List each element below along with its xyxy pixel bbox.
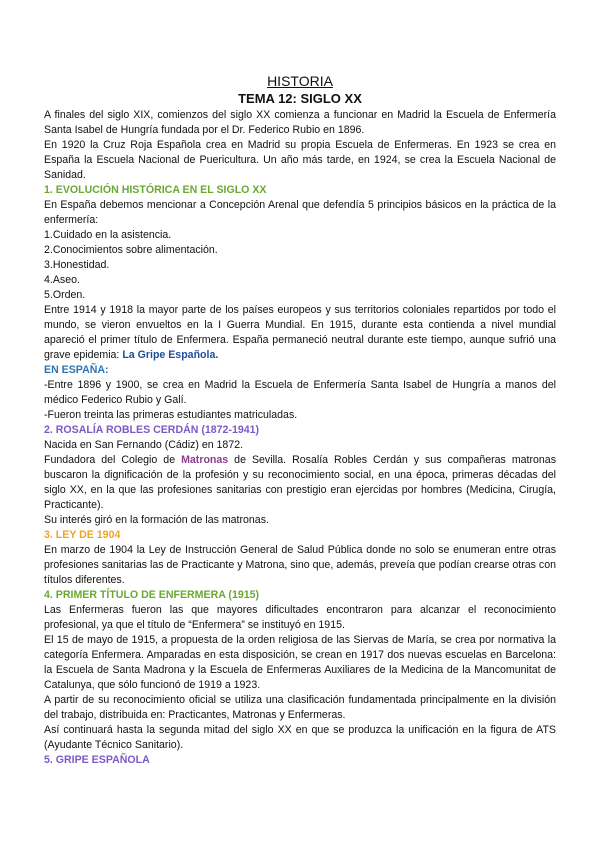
section-heading-gripe: 5. GRIPE ESPAÑOLA [44,754,150,766]
subheading-en-espana: EN ESPAÑA: [44,364,109,376]
principle-item: 4.Aseo. [44,274,80,286]
document-subtitle: TEMA 12: SIGLO XX [238,91,362,106]
rosalia-interest: Su interés giró en la formación de las matronas. [44,514,269,526]
ley-paragraph: En marzo de 1904 la Ley de Instrucción General de Salud Pública donde no solo se enumeran entre otras profesiones sanitarias las de Practicante y Matrona, sino que, además, preveía que podían crearse otras con títulos diferentes. [44,544,556,586]
document-title: HISTORIA [267,73,333,89]
war-paragraph [44,303,556,363]
section1-lead: En España debemos mencionar a Concepción Arenal que defendía 5 principios básicos en la práctica de la enfermería: [44,199,556,226]
section-heading-primer-titulo: 4. PRIMER TÍTULO DE ENFERMERA (1915) [44,589,260,601]
principle-item: 2.Conocimientos sobre alimentación. [44,244,218,256]
rosalia-paragraph [44,453,556,513]
titulo-paragraph: A partir de su reconocimiento oficial se utiliza una clasificación fundamentada principalmente en la división del trabajo, distribuida en: Practicantes, Matronas y Enfermeras. [44,694,556,721]
section-heading-ley-1904: 3. LEY DE 1904 [44,529,121,541]
principle-item: 3.Honestidad. [44,259,110,271]
titulo-paragraph: Así continuará hasta la segunda mitad del siglo XX en que se produzca la unificación en la figura de ATS (Ayudante Técnico Sanitario). [44,724,556,751]
espana-bullet: -Entre 1896 y 1900, se crea en Madrid la Escuela de Enfermería Santa Isabel de Hungría a manos del médico Federico Rubio y Galí. [44,379,556,406]
titulo-paragraph: Las Enfermeras fueron las que mayores dificultades encontraron para alcanzar el reconocimiento profesional, ya que el título de “Enfermera” se instituyó en 1915. [44,604,556,631]
war-paragraph-text: Entre 1914 y 1918 la mayor parte de los países europeos y sus territorios coloniales repartidos por todo el mundo, se vieron envueltos en la I Guerra Mundial. En 1915, durante esta contienda a nivel mundial apareció el primer título de Enfermera. España permaneció neutral durante este tiempo, aunque sufrió una grave epidemia: [44,304,556,361]
section-heading-evolucion: 1. EVOLUCIÓN HISTÓRICA EN EL SIGLO XX [44,184,267,196]
document-body [44,72,556,768]
espana-bullet: -Fueron treinta las primeras estudiantes matriculadas. [44,409,298,421]
intro-paragraph: A finales del siglo XIX, comienzos del siglo XX comienza a funcionar en Madrid la Escuela de Enfermería Santa Isabel de Hungría fundada por el Dr. Federico Rubio en 1896. [44,109,556,136]
principle-item: 5.Orden. [44,289,86,301]
section-heading-rosalia: 2. ROSALÍA ROBLES CERDÁN (1872-1941) [44,424,260,436]
rosalia-text-post: de Sevilla. Rosalía Robles Cerdán y sus compañeras matronas buscaron la dignificación de la profesión y su reconocimiento social, en una época, primeras décadas del siglo XX, en la que las profesiones sanitarias con prestigio eran ejercidas por hombres (Medicina, Cirugía, Practicante). [44,454,556,511]
titulo-paragraph: El 15 de mayo de 1915, a propuesta de la orden religiosa de las Siervas de María, se crea por normativa la categoría Enfermera. Amparadas en esta disposición, se crean en 1917 dos nuevas escuelas en Barcelona: la Escuela de Santa Madrona y la Escuela de Enfermeras Auxiliares de la Medicina de la Mancomunitat de Catalunya, que sólo funcionó de 1919 a 1923. [44,634,556,691]
gripe-espanola-highlight: La Gripe Española. [122,349,219,361]
rosalia-born: Nacida en San Fernando (Cádiz) en 1872. [44,439,244,451]
principles-list [44,228,556,303]
principle-item: 1.Cuidado en la asistencia. [44,229,172,241]
rosalia-text-pre: Fundadora del Colegio de [44,454,182,466]
matronas-highlight: Matronas [181,454,229,466]
intro-paragraph: En 1920 la Cruz Roja Española crea en Madrid su propia Escuela de Enfermeras. En 1923 se crea en España la Escuela Nacional de Puericultura. Un año más tarde, en 1924, se crea la Escuela Nacional de Sanidad. [44,139,556,181]
